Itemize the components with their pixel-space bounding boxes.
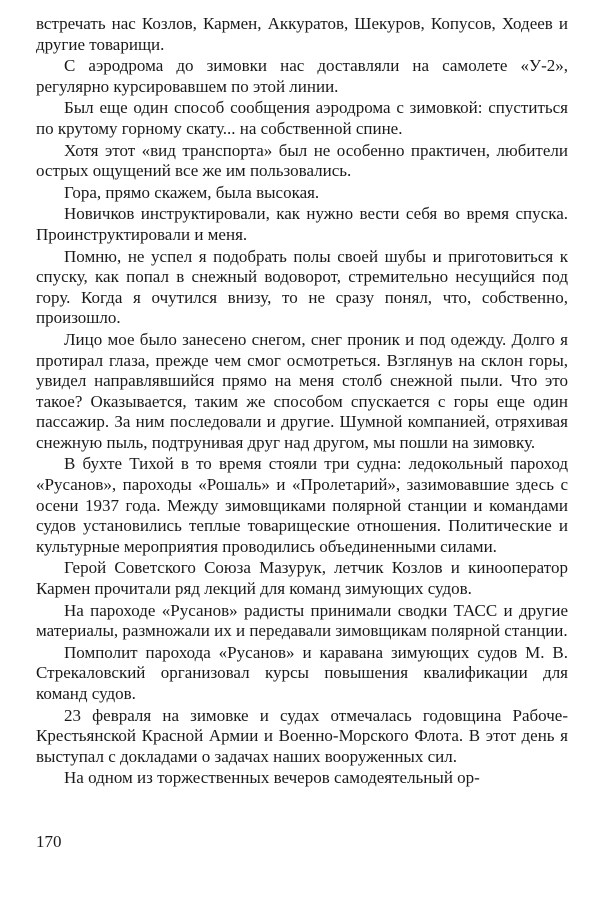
paragraph-7: Помню, не успел я подобрать полы своей шубы и приготовиться к спуску, как попал в снежный водоворот, стремительно несущийся под гору. Когда я очутился внизу, то не сразу понял, что, собственно, произошло. xyxy=(36,246,568,328)
paragraph-6: Новичков инструктировали, как нужно вести себя во время спуска. Проинструктировали и меня. xyxy=(36,204,568,244)
paragraph-10: Герой Советского Союза Мазурук, летчик Козлов и кинооператор Кармен прочитали ряд лекций для команд зимующих судов. xyxy=(36,558,568,599)
paragraph-2: С аэродрома до зимовки нас доставляли на самолете «У-2», регулярно курсировавшем по этой линии. xyxy=(36,56,568,96)
paragraph-3: Был еще один способ сообщения аэродрома с зимовкой: спуститься по крутому горному скату... на собственной спине. xyxy=(36,98,568,138)
paragraph-1: встречать нас Козлов, Кармен, Аккуратов, Шекуров, Копусов, Ходеев и другие товарищи. xyxy=(36,14,568,54)
page-body xyxy=(36,14,568,790)
paragraph-5: Гора, прямо скажем, была высокая. xyxy=(64,182,320,202)
paragraph-11: На пароходе «Русанов» радисты принимали сводки ТАСС и другие материалы, размножали их и передавали зимовщикам полярной станции. xyxy=(36,600,568,641)
paragraph-14: На одном из торжественных вечеров самодеятельный ор- xyxy=(64,768,480,788)
paragraph-12: Помполит парохода «Русанов» и каравана зимующих судов М. В. Стрекаловский организовал курсы повышения квалификации для команд судов. xyxy=(36,642,568,703)
paragraph-4: Хотя этот «вид транспорта» был не особенно практичен, любители острых ощущений все же им пользовались. xyxy=(36,140,568,181)
page-number: 170 xyxy=(36,832,62,851)
paragraph-13: 23 февраля на зимовке и судах отмечалась годовщина Рабоче-Крестьянской Красной Армии и Военно-Морского Флота. В этот день я выступал с докладами о задачах наших вооруженных сил. xyxy=(36,705,568,766)
paragraph-8: Лицо мое было занесено снегом, снег проник и под одежду. Долго я протирал глаза, прежде чем смог осмотреться. Взглянув на склон горы, увидел направлявшийся прямо на меня столб снежной пыли. Что это такое? Оказывается, таким же способом спускается с горы еще один пассажир. За ним последовали и другие. Шумной компанией, отряхивая снежную пыль, подтрунивая друг над другом, мы пошли на зимовку. xyxy=(36,329,568,452)
paragraph-9: В бухте Тихой в то время стояли три судна: ледокольный пароход «Русанов», пароходы «Рошаль» и «Пролетарий», зазимовавшие здесь с осени 1937 года. Между зимовщиками полярной станции и командами судов установились теплые товарищеские отношения. Политические и культурные мероприятия проводились объединенными силами. xyxy=(36,454,568,556)
